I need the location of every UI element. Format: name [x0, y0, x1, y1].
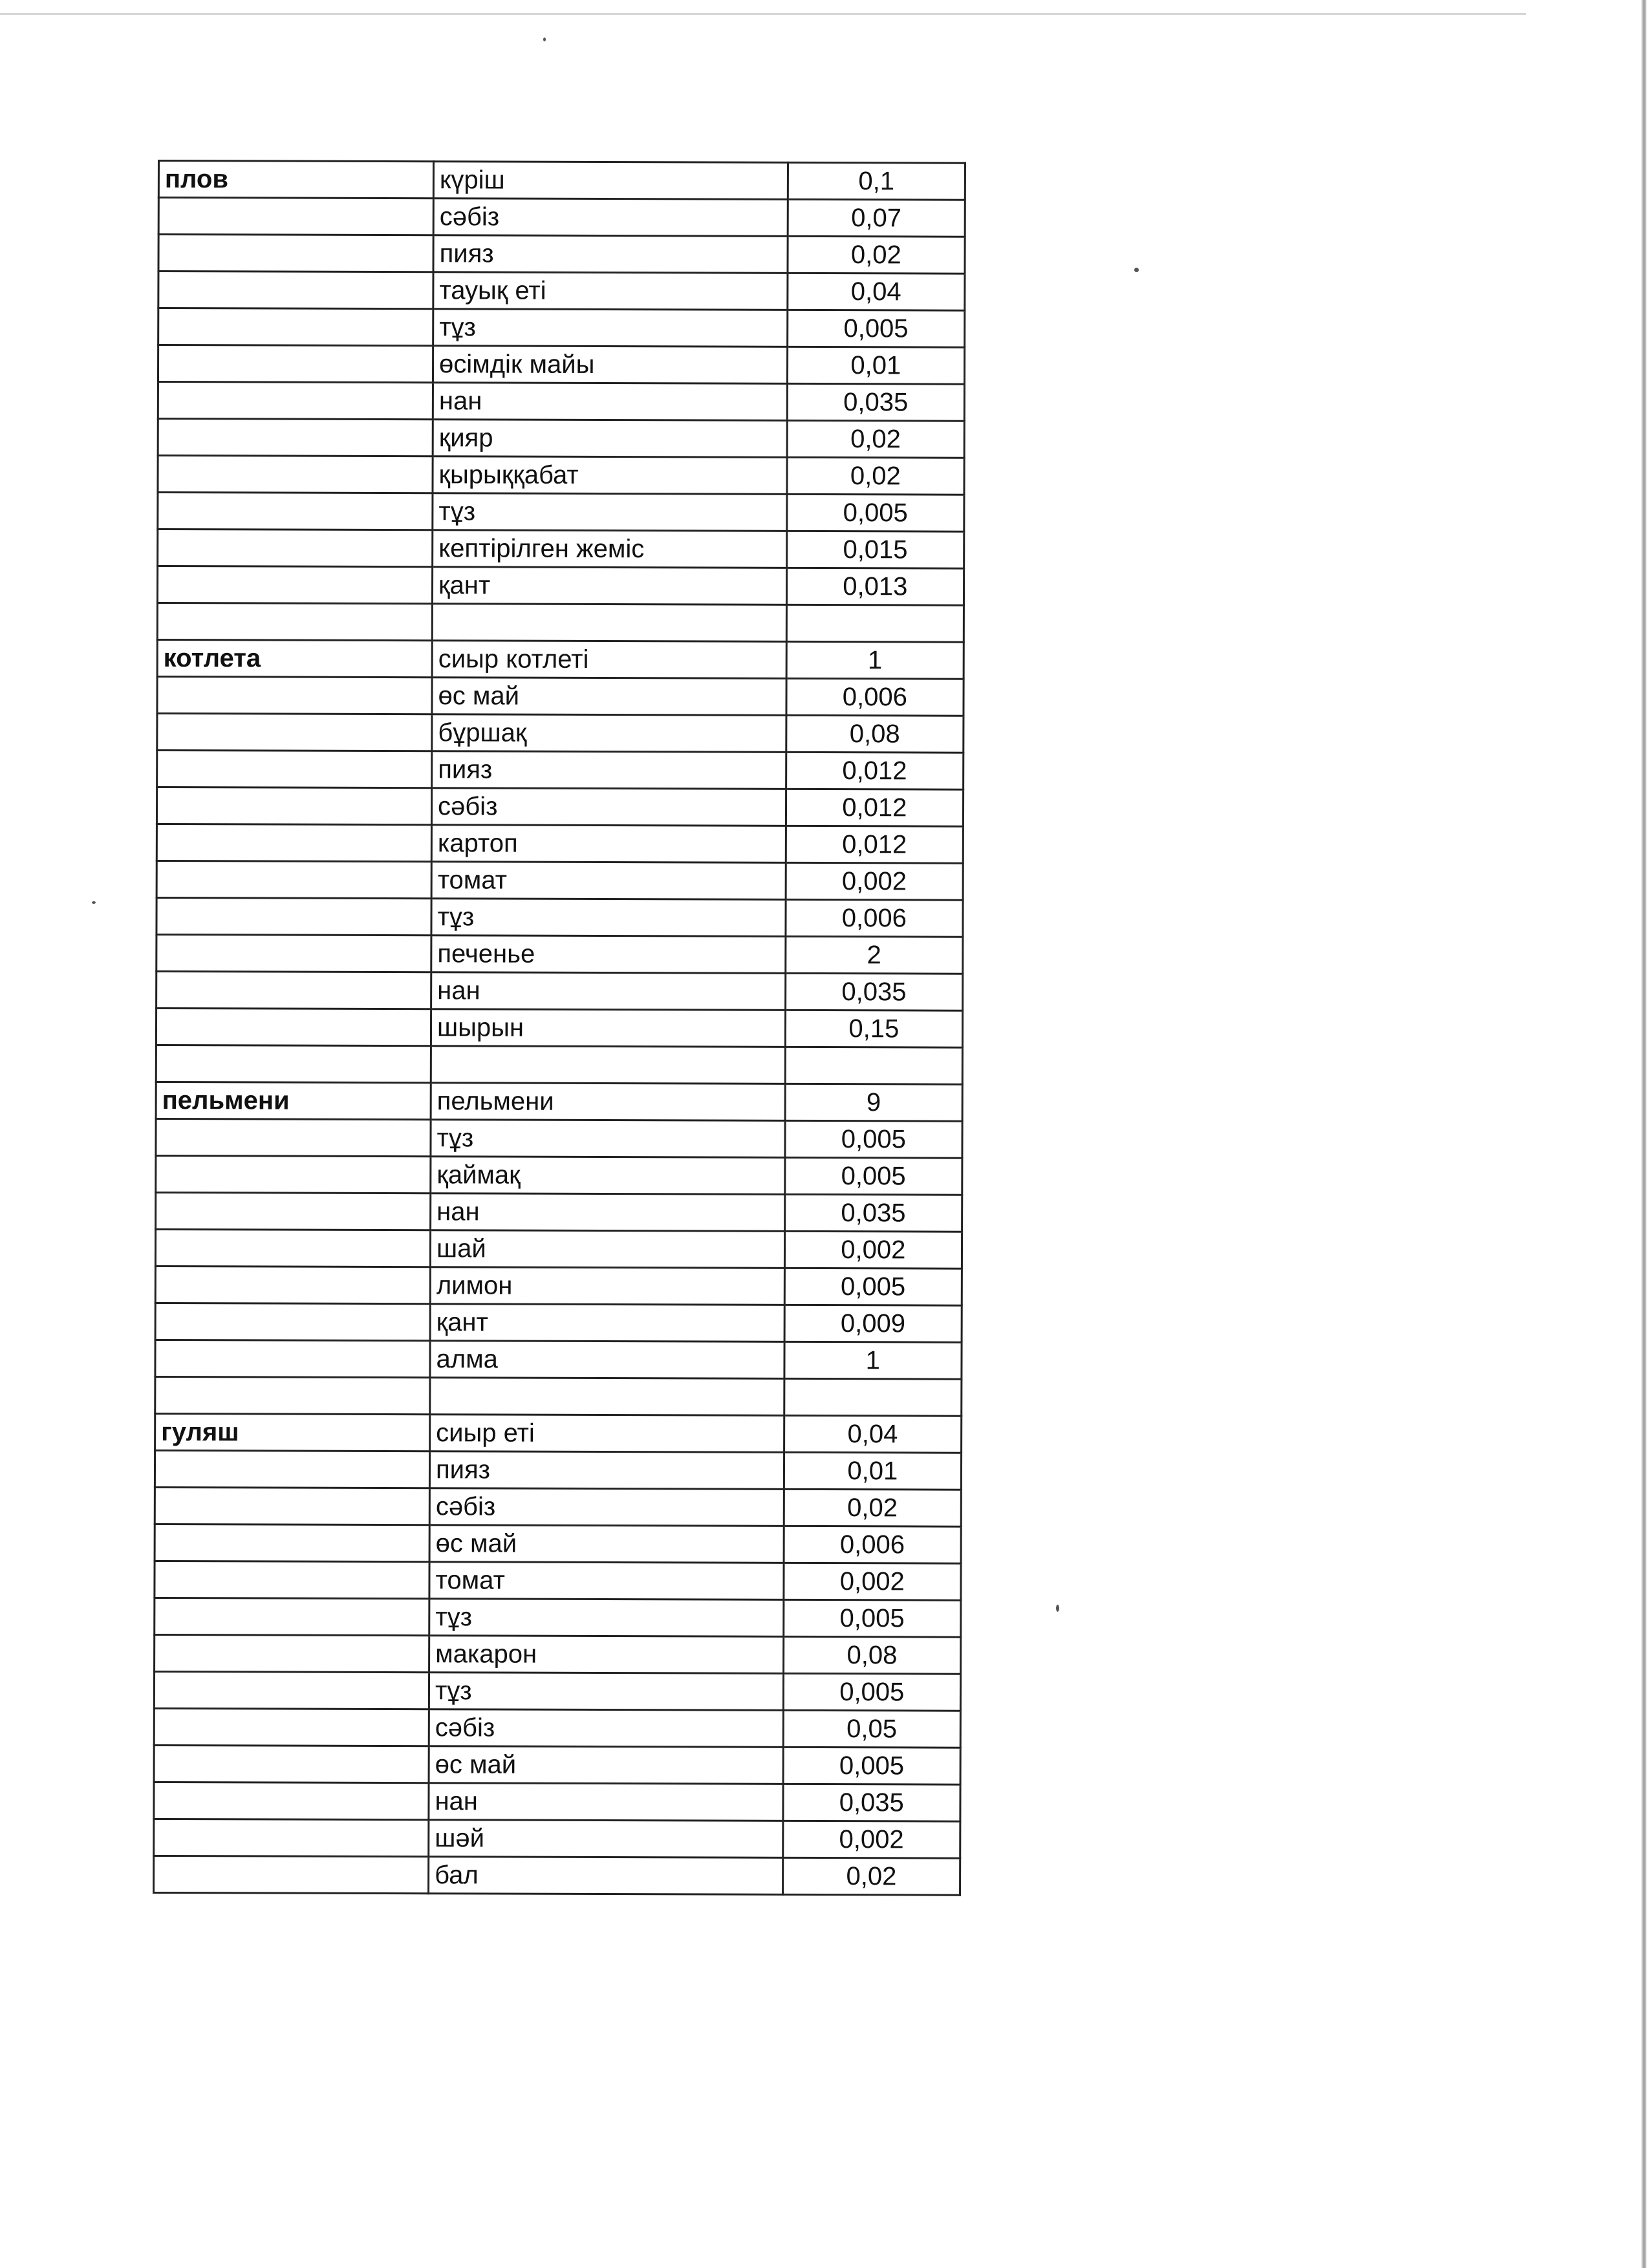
dish-empty-cell [157, 714, 432, 751]
ingredient-cell: томат [429, 1562, 784, 1600]
dish-empty-cell [157, 677, 432, 714]
table-row [155, 1266, 962, 1305]
ingredient-cell: өсімдік майы [433, 346, 788, 384]
table-row [155, 1450, 961, 1490]
dish-empty-cell [156, 1155, 431, 1193]
ingredient-cell: шай [430, 1230, 784, 1268]
ration-table-body [154, 161, 965, 1896]
quantity-cell: 0,04 [784, 1415, 962, 1453]
table-row [156, 1118, 962, 1158]
dish-empty-cell [158, 272, 433, 309]
quantity-cell: 0,035 [785, 973, 963, 1011]
ingredient-cell: нан [433, 383, 787, 421]
table-row [154, 1671, 960, 1711]
empty-cell [156, 1045, 431, 1082]
dish-empty-cell [155, 1561, 429, 1598]
ingredient-cell: бал [429, 1857, 783, 1895]
ingredient-cell: сиыр котлеті [432, 641, 786, 679]
table-row [156, 1082, 962, 1121]
table-row [156, 934, 963, 974]
table-row [158, 308, 965, 348]
quantity-cell: 0,009 [784, 1305, 962, 1342]
ingredient-cell: печенье [431, 936, 786, 974]
empty-cell [785, 1047, 963, 1084]
quantity-cell: 0,02 [787, 457, 965, 495]
quantity-cell: 0,035 [784, 1194, 962, 1232]
spacer-row [156, 1045, 962, 1084]
table-row [158, 456, 964, 495]
dish-empty-cell [156, 897, 431, 935]
table-row [155, 1413, 962, 1453]
ingredient-cell: нан [431, 972, 786, 1011]
table-row [157, 677, 964, 716]
dish-empty-cell [158, 198, 433, 235]
ingredient-cell: алма [430, 1341, 784, 1379]
quantity-cell: 0,012 [786, 752, 964, 789]
quantity-cell: 0,006 [786, 678, 964, 716]
table-row [154, 1856, 960, 1895]
dish-empty-cell [155, 1340, 430, 1377]
table-row [154, 1745, 960, 1784]
scan-speck [92, 901, 96, 904]
table-row [158, 530, 964, 569]
dish-empty-cell [156, 1008, 431, 1045]
dish-empty-cell [158, 493, 433, 530]
quantity-cell: 0,005 [783, 1673, 961, 1711]
dish-empty-cell [156, 787, 431, 825]
dish-empty-cell [158, 530, 433, 567]
ingredient-cell: қияр [433, 420, 787, 458]
table-row [158, 382, 964, 422]
quantity-cell: 0,002 [784, 1563, 962, 1600]
dish-empty-cell [154, 1671, 429, 1709]
quantity-cell: 0,002 [782, 1821, 960, 1858]
ingredient-cell: тұз [431, 899, 786, 937]
ingredient-cell: нан [431, 1193, 785, 1232]
dish-empty-cell [158, 235, 433, 272]
table-row [157, 714, 964, 753]
quantity-cell: 1 [786, 641, 964, 679]
dish-empty-cell [155, 1450, 429, 1488]
quantity-cell: 0,01 [784, 1452, 962, 1490]
table-row [158, 198, 965, 237]
ingredient-cell: қаймақ [431, 1157, 785, 1195]
dish-empty-cell [154, 1819, 429, 1856]
ingredient-cell: нан [429, 1783, 783, 1821]
scan-right-edge [1641, 0, 1646, 2268]
empty-cell [431, 1046, 785, 1084]
dish-empty-cell [158, 345, 433, 383]
table-row [155, 1598, 961, 1637]
ingredient-cell: шырын [431, 1009, 785, 1047]
empty-cell [432, 604, 786, 642]
ingredient-cell: қант [430, 1304, 784, 1342]
quantity-cell: 0,005 [783, 1599, 961, 1637]
table-row [155, 1561, 961, 1600]
quantity-cell: 0,013 [786, 568, 964, 605]
ingredient-cell: картоп [431, 825, 786, 863]
dish-empty-cell [158, 419, 433, 456]
table-row [155, 1303, 962, 1342]
quantity-cell: 0,005 [784, 1157, 962, 1195]
quantity-cell: 0,005 [784, 1268, 962, 1305]
table-row [158, 272, 965, 311]
scan-speck [1134, 268, 1139, 272]
quantity-cell: 0,02 [784, 1489, 962, 1526]
table-row [158, 345, 964, 385]
ingredient-cell: күріш [433, 162, 788, 200]
quantity-cell: 0,015 [786, 531, 964, 568]
dish-empty-cell [154, 1745, 429, 1782]
ingredient-cell: лимон [430, 1267, 784, 1305]
quantity-cell: 0,005 [787, 310, 965, 347]
quantity-cell: 0,012 [786, 789, 964, 826]
dish-empty-cell [158, 456, 433, 493]
dish-empty-cell [156, 934, 431, 972]
table-row [157, 566, 964, 606]
ingredient-cell: сәбіз [431, 788, 786, 826]
ingredient-cell: сәбіз [429, 1488, 784, 1526]
table-row [158, 419, 964, 458]
table-row [156, 1192, 962, 1232]
dish-empty-cell [155, 1266, 430, 1303]
dish-name-cell: пельмени [156, 1082, 431, 1119]
table-row [154, 1708, 960, 1748]
quantity-cell: 0,07 [788, 199, 965, 237]
quantity-cell: 0,006 [784, 1526, 962, 1563]
quantity-cell: 0,012 [786, 826, 964, 863]
ingredient-cell: тұз [429, 1599, 784, 1637]
table-row [158, 493, 964, 532]
table-row [154, 1819, 960, 1858]
quantity-cell: 0,08 [786, 715, 964, 753]
empty-cell [430, 1378, 784, 1416]
empty-cell [155, 1376, 430, 1414]
quantity-cell: 0,005 [785, 1120, 963, 1158]
quantity-cell: 0,02 [788, 236, 965, 273]
empty-cell [786, 604, 964, 642]
spacer-row [155, 1376, 962, 1416]
quantity-cell: 0,035 [783, 1784, 961, 1821]
dish-empty-cell [155, 1229, 430, 1267]
spacer-row [157, 603, 964, 643]
quantity-cell: 0,01 [787, 347, 965, 384]
ration-table [153, 160, 966, 1896]
ingredient-cell: пияз [432, 751, 786, 789]
ingredient-cell: макарон [429, 1636, 784, 1674]
ingredient-cell: қант [432, 567, 786, 605]
quantity-cell: 9 [785, 1084, 963, 1121]
dish-empty-cell [154, 1782, 429, 1819]
dish-name-cell: плов [158, 161, 433, 198]
dish-empty-cell [154, 1856, 429, 1893]
dish-name-cell: котлета [157, 640, 432, 678]
quantity-cell: 0,005 [783, 1747, 961, 1784]
table-row [156, 1008, 962, 1047]
ingredient-cell: тұз [431, 1120, 785, 1158]
quantity-cell: 0,002 [784, 1231, 962, 1268]
ingredient-cell: қырыққабат [433, 456, 787, 495]
ingredient-cell: шәй [429, 1820, 783, 1858]
ingredient-cell: кептірілген жеміс [433, 530, 787, 568]
quantity-cell: 0,05 [783, 1710, 961, 1748]
table-row [155, 1487, 961, 1526]
quantity-cell: 0,1 [788, 162, 965, 200]
ingredient-cell: тұз [433, 493, 787, 531]
quantity-cell: 0,006 [786, 899, 964, 937]
ingredient-cell: томат [431, 862, 786, 900]
quantity-cell: 0,035 [787, 383, 965, 421]
table-row [155, 1340, 962, 1379]
table-row [157, 751, 964, 790]
ingredient-cell: сиыр еті [430, 1415, 784, 1453]
dish-empty-cell [155, 1598, 429, 1635]
table-row [155, 1634, 961, 1674]
ingredient-cell: өс май [429, 1746, 783, 1784]
quantity-cell: 0,002 [786, 862, 964, 900]
ingredient-cell: бұршақ [432, 714, 786, 753]
table-row [156, 861, 963, 900]
dish-empty-cell [155, 1524, 429, 1561]
table-row [156, 824, 963, 863]
dish-empty-cell [156, 971, 431, 1009]
quantity-cell: 0,02 [787, 420, 965, 458]
dish-empty-cell [156, 861, 431, 898]
table-row [155, 1524, 961, 1563]
quantity-cell: 0,15 [785, 1010, 963, 1047]
ingredient-cell: пияз [433, 235, 788, 273]
dish-empty-cell [158, 382, 433, 420]
ingredient-cell: сәбіз [433, 198, 788, 237]
ingredient-cell: тұз [433, 309, 788, 347]
table-row [158, 161, 965, 200]
dish-empty-cell [156, 1192, 431, 1230]
dish-empty-cell [157, 566, 432, 604]
ingredient-cell: тауық еті [433, 272, 788, 310]
ingredient-cell: тұз [429, 1673, 783, 1711]
ingredient-cell: өс май [432, 678, 786, 716]
table-row [156, 1155, 962, 1195]
empty-cell [784, 1378, 962, 1416]
quantity-cell: 1 [784, 1342, 962, 1379]
dish-empty-cell [155, 1487, 429, 1524]
dish-empty-cell [155, 1303, 430, 1340]
scan-speck [543, 37, 546, 41]
dish-name-cell: гуляш [155, 1413, 430, 1451]
ingredient-cell: пияз [429, 1451, 784, 1490]
scan-top-edge [0, 13, 1526, 15]
quantity-cell: 0,005 [786, 494, 964, 531]
dish-empty-cell [155, 1634, 429, 1672]
table-row [155, 1229, 962, 1268]
dish-empty-cell [156, 824, 431, 861]
dish-empty-cell [154, 1708, 429, 1746]
dish-empty-cell [156, 1118, 431, 1156]
table-row [156, 897, 963, 937]
ingredient-cell: сәбіз [429, 1709, 783, 1748]
quantity-cell: 2 [785, 936, 963, 974]
empty-cell [157, 603, 432, 641]
quantity-cell: 0,08 [783, 1636, 961, 1674]
dish-empty-cell [158, 308, 433, 346]
table-row [158, 235, 965, 274]
scan-speck [1056, 1605, 1059, 1612]
table-row [157, 640, 964, 679]
dish-empty-cell [157, 751, 432, 788]
ingredient-cell: өс май [429, 1525, 784, 1563]
ingredient-cell: пельмени [431, 1083, 785, 1121]
quantity-cell: 0,04 [787, 273, 965, 310]
table-row [154, 1782, 960, 1821]
table-row [156, 787, 963, 827]
quantity-cell: 0,02 [782, 1857, 960, 1895]
table-row [156, 971, 963, 1011]
